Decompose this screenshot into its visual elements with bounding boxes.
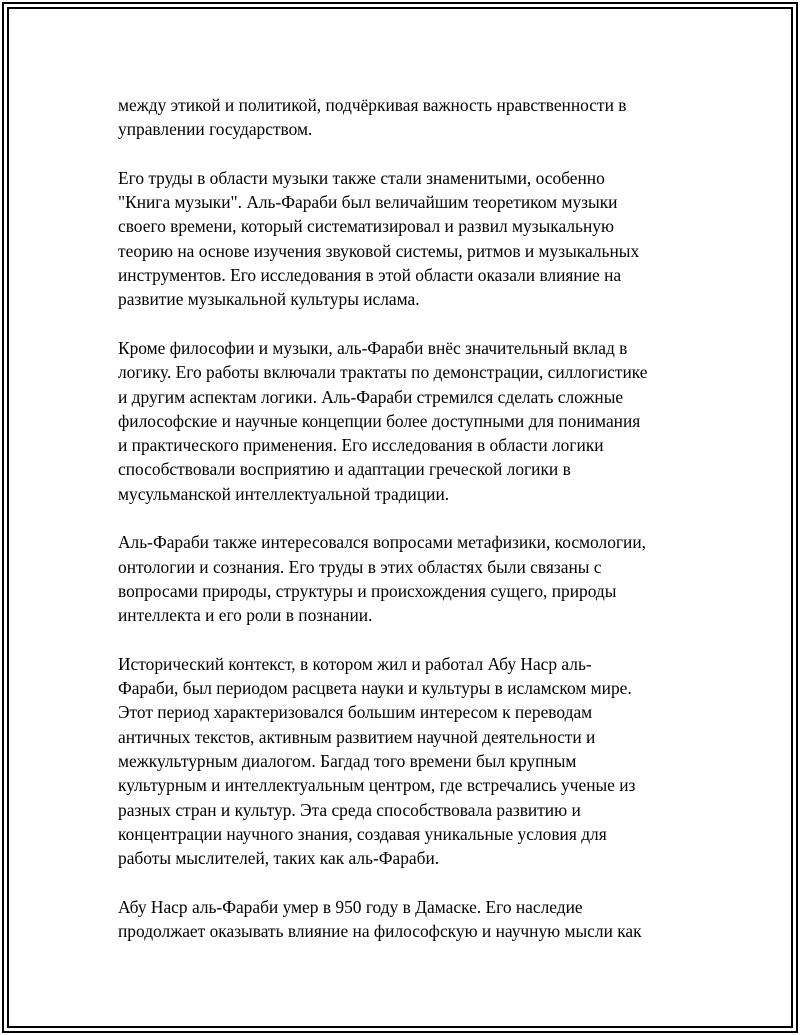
paragraph-metaphysics	[118, 530, 688, 627]
text-line: разных стран и культур. Эта среда способствовала развитию и	[118, 799, 581, 820]
text-line: логику. Его работы включали трактаты по демонстрации, силлогистике	[118, 362, 648, 383]
paragraph-spacer	[118, 312, 688, 336]
text-line: работы мыслителей, таких как аль-Фараби.	[118, 848, 440, 869]
text-line: Этот период характеризовался большим интересом к переводам	[118, 702, 593, 723]
text-line: философские и научные концепции более доступными для понимания	[118, 410, 641, 431]
text-line: между этикой и политикой, подчёркивая важность нравственности в	[118, 95, 627, 115]
paragraph-ethics-politics	[118, 93, 688, 142]
text-line: мусульманской интеллектуальной традиции.	[118, 483, 450, 504]
text-line: и практического применения. Его исследования в области логики	[118, 435, 604, 456]
text-line: межкультурным диалогом. Багдад того времени был крупным	[118, 751, 577, 772]
text-line: Фараби, был периодом расцвета науки и культуры в исламском мире.	[118, 678, 632, 699]
text-line: Аль-Фараби также интересовался вопросами метафизики, космологии,	[118, 532, 646, 553]
text-line: своего времени, который систематизировал и развил музыкальную	[118, 216, 614, 237]
text-line: и другим аспектам логики. Аль-Фараби стремился сделать сложные	[118, 386, 624, 407]
text-line: инструментов. Его исследования в этой области оказали влияние на	[118, 265, 622, 286]
text-line: развитие музыкальной культуры ислама.	[118, 289, 420, 310]
text-line: Кроме философии и музыки, аль-Фараби внёс значительный вклад в	[118, 337, 628, 358]
paragraph-spacer	[118, 506, 688, 530]
text-line: "Книга музыки". Аль-Фараби был величайшим теоретиком музыки	[118, 192, 618, 213]
paragraph-spacer	[118, 628, 688, 652]
text-line: онтологии и сознания. Его труды в этих областях были связаны с	[118, 556, 602, 577]
paragraph-spacer	[118, 871, 688, 895]
text-line: культурным и интеллектуальным центром, где встречались ученые из	[118, 775, 636, 796]
text-line: Абу Наср аль-Фараби умер в 950 году в Дамаске. Его наследие	[118, 896, 583, 917]
text-line: античных текстов, активным развитием научной деятельности и	[118, 726, 596, 747]
text-line: теорию на основе изучения звуковой системы, ритмов и музыкальных	[118, 240, 640, 261]
text-line: вопросами природы, структуры и происхождения сущего, природы	[118, 580, 617, 601]
document-body	[118, 93, 688, 943]
text-line: концентрации научного знания, создавая уникальные условия для	[118, 823, 607, 844]
paragraph-historical-context	[118, 652, 688, 871]
paragraph-legacy	[118, 895, 688, 944]
text-line: интеллекта и его роли в познании.	[118, 605, 373, 626]
paragraph-logic	[118, 336, 688, 506]
text-line: Исторический контекст, в котором жил и работал Абу Наср аль-	[118, 653, 592, 674]
paragraph-spacer	[118, 142, 688, 166]
text-line: управлении государством.	[118, 119, 313, 140]
text-line: Его труды в области музыки также стали знаменитыми, особенно	[118, 167, 605, 188]
text-line: продолжает оказывать влияние на философскую и научную мысли как	[118, 921, 642, 942]
paragraph-music	[118, 166, 688, 312]
text-line: способствовали восприятию и адаптации греческой логики в	[118, 459, 571, 480]
